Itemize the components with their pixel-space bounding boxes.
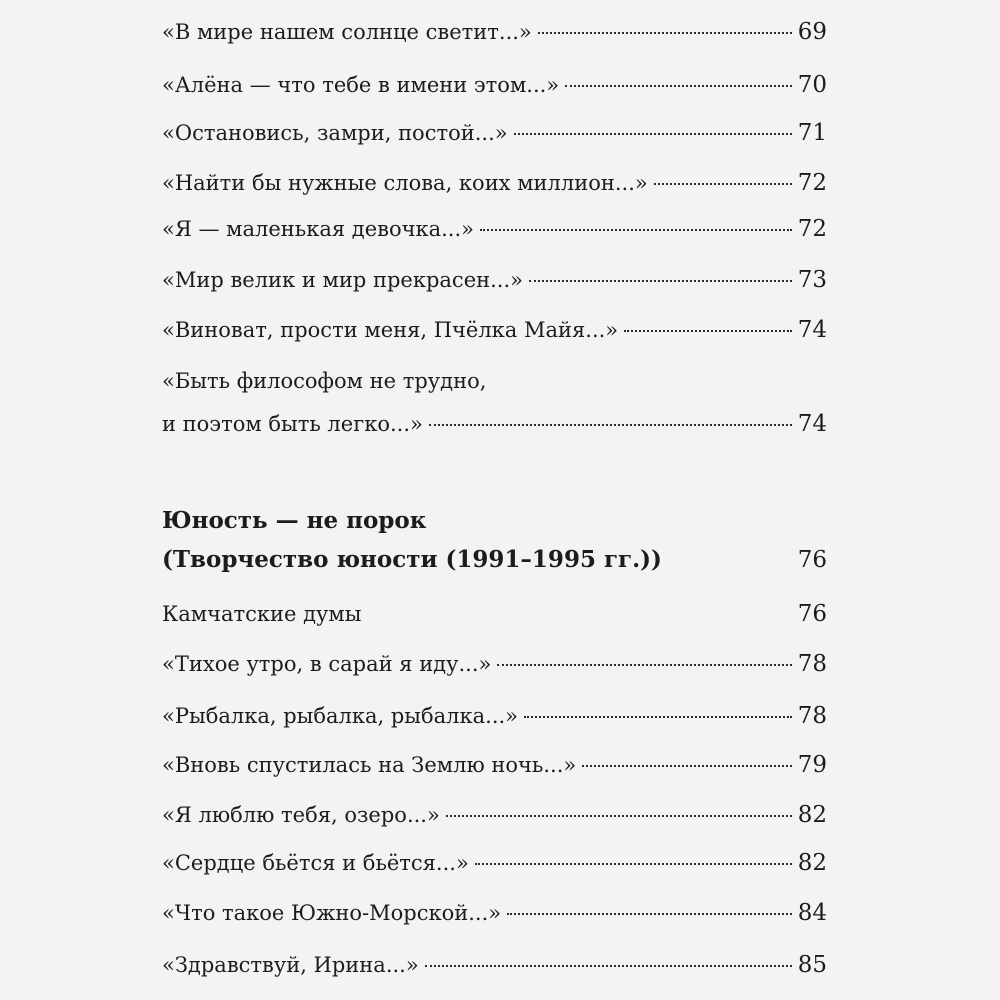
entry-page: 71 <box>797 120 827 146</box>
entry-title: «Тихое утро, в сарай я иду...» <box>162 652 492 676</box>
entry-title: «Найти бы нужные слова, коих миллион...» <box>162 171 648 195</box>
toc-entry <box>162 751 827 779</box>
toc-entry <box>162 169 827 197</box>
entry-title: «Мир велик и мир прекрасен...» <box>162 268 523 292</box>
toc-entry <box>162 849 827 877</box>
entry-title: «Я — маленькая девочка...» <box>162 217 475 241</box>
entry-title: «Алёна — что тебе в имени этом...» <box>162 73 560 97</box>
entry-page: 79 <box>797 752 827 778</box>
toc-entry <box>162 266 827 294</box>
dot-leader <box>654 183 792 185</box>
entry-page: 82 <box>797 802 827 828</box>
entry-title: Камчатские думы <box>162 602 362 626</box>
entry-page: 74 <box>797 317 827 343</box>
dot-leader <box>538 32 792 34</box>
entry-title: «Вновь спустилась на Землю ночь...» <box>162 753 577 777</box>
entry-title: «Остановись, замри, постой...» <box>162 121 508 145</box>
dot-leader <box>425 965 792 967</box>
dot-leader <box>446 815 792 817</box>
section-title: Юность — не порок <box>162 507 427 534</box>
entry-title: «Виноват, прости меня, Пчёлка Майя...» <box>162 318 619 342</box>
toc-entry <box>162 650 827 678</box>
toc-entry <box>162 702 827 730</box>
dot-leader <box>497 664 791 666</box>
entry-title: «Что такое Южно-Морской...» <box>162 901 502 925</box>
section-entry <box>162 546 827 574</box>
toc-entry <box>162 18 827 46</box>
entry-page: 73 <box>797 267 827 293</box>
entry-page: 70 <box>797 72 827 98</box>
toc-entry <box>162 410 827 438</box>
entry-page: 78 <box>797 703 827 729</box>
entry-page: 84 <box>797 900 827 926</box>
dot-leader <box>475 863 792 865</box>
toc-entry <box>162 215 827 243</box>
toc-entry <box>162 316 827 344</box>
dot-leader <box>507 913 792 915</box>
entry-page: 69 <box>797 19 827 45</box>
entry-page: 85 <box>797 952 827 978</box>
entry-page: 72 <box>797 216 827 242</box>
entry-page: 72 <box>797 170 827 196</box>
entry-page: 76 <box>797 547 827 573</box>
entry-page: 74 <box>797 411 827 437</box>
section-subtitle: (Творчество юности (1991–1995 гг.)) <box>162 546 662 573</box>
entry-page: 82 <box>797 850 827 876</box>
toc-entry <box>162 119 827 147</box>
dot-leader <box>480 229 792 231</box>
toc-entry <box>162 951 827 979</box>
dot-leader <box>514 133 792 135</box>
entry-title-line1: «Быть философом не трудно, <box>162 369 487 393</box>
entry-page: 78 <box>797 651 827 677</box>
entry-title: «В мире нашем солнце светит...» <box>162 20 532 44</box>
entry-title: «Здравствуй, Ирина...» <box>162 953 419 977</box>
toc-entry <box>162 899 827 927</box>
entry-title: «Рыбалка, рыбалка, рыбалка...» <box>162 704 519 728</box>
dot-leader <box>624 330 792 332</box>
entry-title: «Сердце бьётся и бьётся...» <box>162 851 469 875</box>
dot-leader <box>529 280 792 282</box>
entry-title-line2: и поэтом быть легко...» <box>162 412 423 436</box>
toc-entry <box>162 71 827 99</box>
entry-page: 76 <box>797 601 827 627</box>
dot-leader <box>429 424 792 426</box>
dot-leader <box>582 765 791 767</box>
entry-title: «Я люблю тебя, озеро...» <box>162 803 440 827</box>
dot-leader <box>524 716 792 718</box>
dot-leader <box>565 85 792 87</box>
toc-entry <box>162 600 827 628</box>
toc-entry <box>162 801 827 829</box>
